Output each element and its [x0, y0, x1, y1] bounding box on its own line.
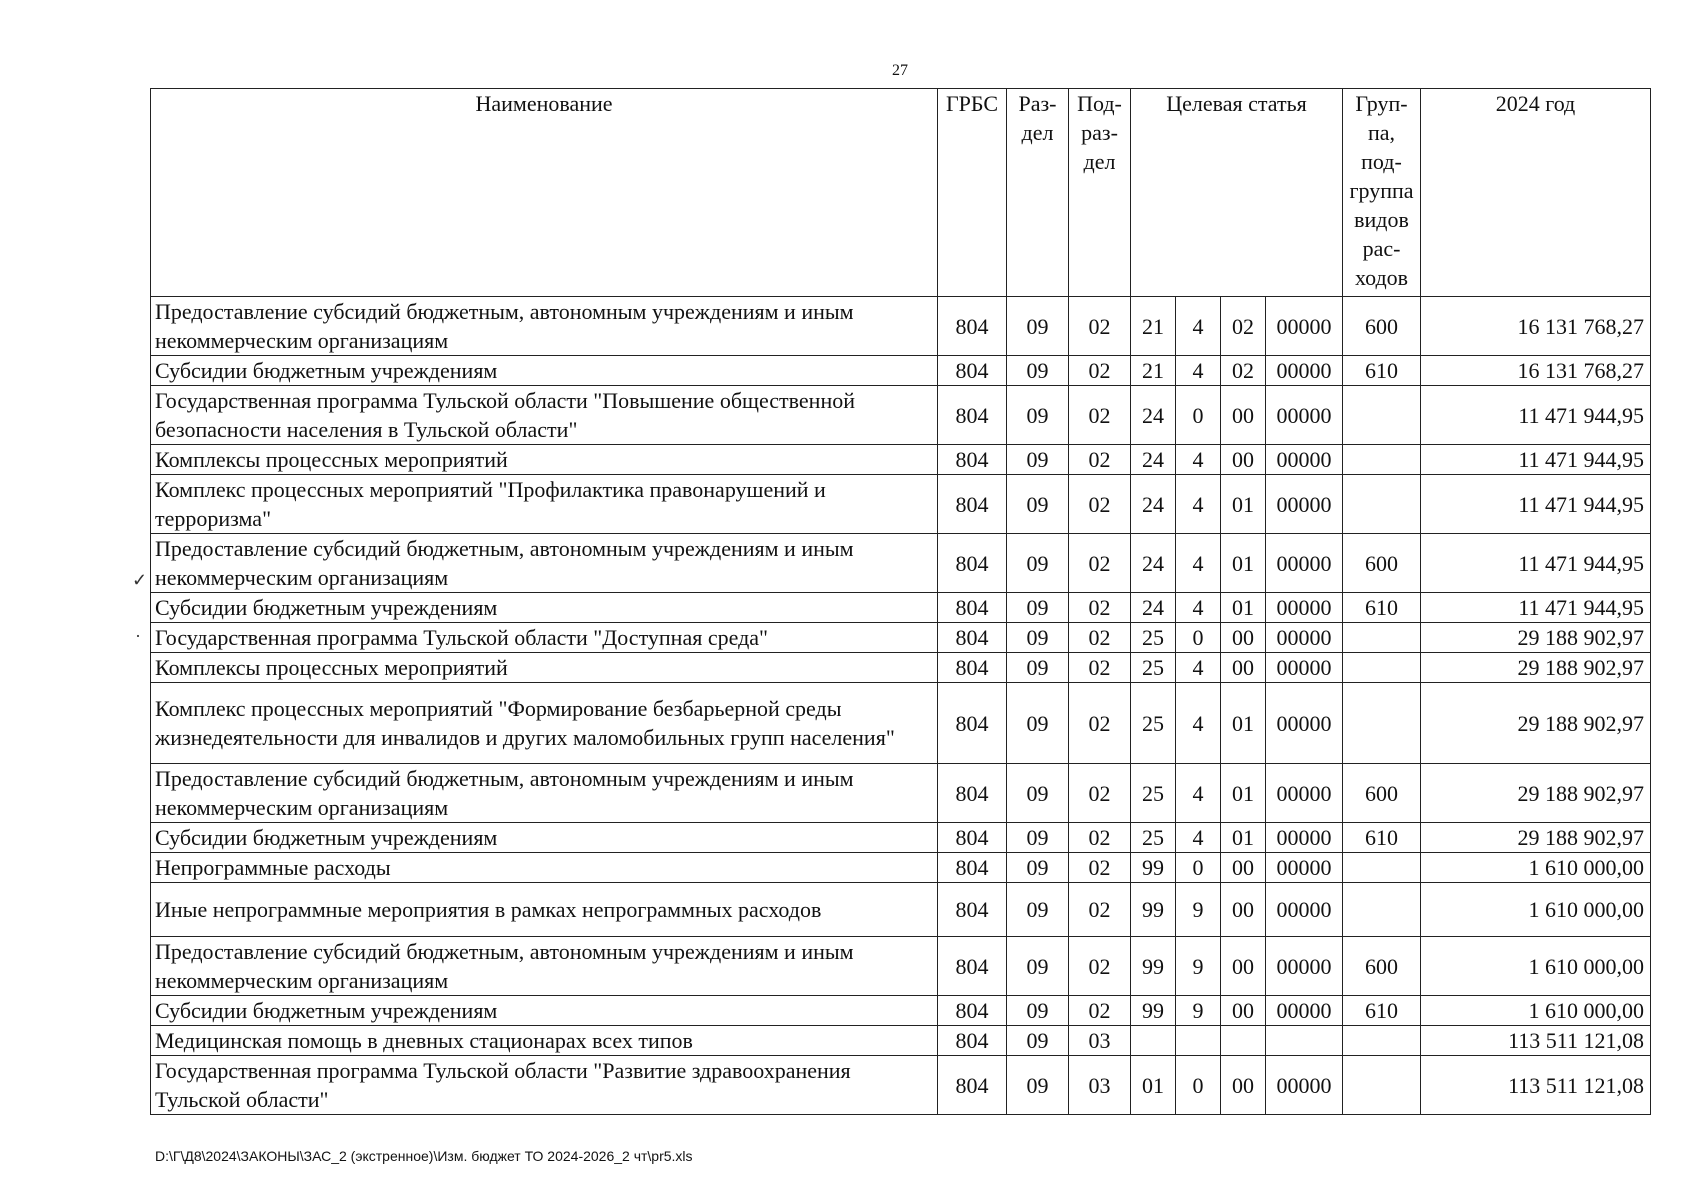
cell-razdel: 09: [1007, 623, 1069, 653]
header-grbs: ГРБС: [938, 89, 1007, 297]
cell-target-direction: 00000: [1266, 764, 1343, 823]
cell-podrazdel: 02: [1069, 653, 1131, 683]
cell-target-direction: 00000: [1266, 623, 1343, 653]
table-row: [151, 883, 1651, 937]
cell-target-program: 24: [1131, 593, 1176, 623]
cell-target-program: 99: [1131, 937, 1176, 996]
cell-expense-group: [1343, 623, 1421, 653]
cell-target-sub: [1221, 1026, 1266, 1056]
table-row: [151, 593, 1651, 623]
cell-target-sub: 00: [1221, 1056, 1266, 1115]
cell-target-direction: 00000: [1266, 853, 1343, 883]
cell-podrazdel: 02: [1069, 683, 1131, 764]
margin-dot-mark: ·: [135, 626, 141, 646]
cell-grbs: 804: [938, 475, 1007, 534]
cell-amount: 11 471 944,95: [1421, 593, 1651, 623]
cell-amount: 1 610 000,00: [1421, 853, 1651, 883]
cell-target-sub: 00: [1221, 996, 1266, 1026]
cell-target-type: 4: [1176, 445, 1221, 475]
cell-amount: 29 188 902,97: [1421, 623, 1651, 653]
cell-grbs: 804: [938, 386, 1007, 445]
cell-razdel: 09: [1007, 653, 1069, 683]
cell-grbs: 804: [938, 593, 1007, 623]
cell-podrazdel: 02: [1069, 823, 1131, 853]
cell-expense-group: [1343, 683, 1421, 764]
cell-grbs: 804: [938, 764, 1007, 823]
table-body: [151, 297, 1651, 1115]
cell-grbs: 804: [938, 653, 1007, 683]
cell-amount: 1 610 000,00: [1421, 937, 1651, 996]
cell-target-program: [1131, 1026, 1176, 1056]
cell-razdel: 09: [1007, 823, 1069, 853]
cell-target-type: 0: [1176, 853, 1221, 883]
cell-razdel: 09: [1007, 475, 1069, 534]
cell-target-direction: 00000: [1266, 386, 1343, 445]
cell-podrazdel: 03: [1069, 1026, 1131, 1056]
cell-name: Субсидии бюджетным учреждениям: [151, 823, 938, 853]
cell-target-program: 99: [1131, 996, 1176, 1026]
cell-target-sub: 00: [1221, 623, 1266, 653]
cell-grbs: 804: [938, 1026, 1007, 1056]
cell-expense-group: [1343, 853, 1421, 883]
cell-expense-group: 610: [1343, 593, 1421, 623]
table-row: [151, 823, 1651, 853]
cell-expense-group: [1343, 386, 1421, 445]
margin-tick-mark: ✓: [132, 570, 148, 590]
cell-target-type: 4: [1176, 683, 1221, 764]
cell-name: Предоставление субсидий бюджетным, автономным учреждениям и иным некоммерческим организациям: [151, 937, 938, 996]
cell-amount: 11 471 944,95: [1421, 475, 1651, 534]
table-row: [151, 764, 1651, 823]
cell-name: Субсидии бюджетным учреждениям: [151, 593, 938, 623]
cell-podrazdel: 02: [1069, 356, 1131, 386]
table-row: [151, 297, 1651, 356]
cell-razdel: 09: [1007, 883, 1069, 937]
cell-expense-group: 610: [1343, 996, 1421, 1026]
cell-amount: 113 511 121,08: [1421, 1056, 1651, 1115]
cell-target-direction: 00000: [1266, 445, 1343, 475]
cell-target-program: 21: [1131, 297, 1176, 356]
table-row: [151, 1056, 1651, 1115]
budget-table: [150, 88, 1651, 1115]
cell-amount: 11 471 944,95: [1421, 534, 1651, 593]
cell-amount: 16 131 768,27: [1421, 356, 1651, 386]
cell-razdel: 09: [1007, 764, 1069, 823]
cell-name: Государственная программа Тульской области "Повышение общественной безопасности населения в Тульской области": [151, 386, 938, 445]
cell-podrazdel: 02: [1069, 996, 1131, 1026]
cell-grbs: 804: [938, 937, 1007, 996]
cell-grbs: 804: [938, 853, 1007, 883]
cell-target-direction: 00000: [1266, 356, 1343, 386]
cell-grbs: 804: [938, 883, 1007, 937]
cell-grbs: 804: [938, 996, 1007, 1026]
cell-target-direction: [1266, 1026, 1343, 1056]
cell-grbs: 804: [938, 445, 1007, 475]
cell-podrazdel: 02: [1069, 593, 1131, 623]
cell-target-type: 9: [1176, 937, 1221, 996]
cell-target-direction: 00000: [1266, 1056, 1343, 1115]
cell-target-type: [1176, 1026, 1221, 1056]
cell-target-sub: 02: [1221, 297, 1266, 356]
cell-target-program: 99: [1131, 853, 1176, 883]
cell-expense-group: 600: [1343, 937, 1421, 996]
cell-target-sub: 01: [1221, 683, 1266, 764]
cell-expense-group: 600: [1343, 534, 1421, 593]
cell-name: Предоставление субсидий бюджетным, автономным учреждениям и иным некоммерческим организациям: [151, 534, 938, 593]
table-row: [151, 1026, 1651, 1056]
cell-target-sub: 00: [1221, 386, 1266, 445]
table-header: [151, 89, 1651, 297]
cell-podrazdel: 02: [1069, 937, 1131, 996]
cell-target-type: 4: [1176, 823, 1221, 853]
cell-razdel: 09: [1007, 297, 1069, 356]
cell-target-sub: 01: [1221, 593, 1266, 623]
table-row: [151, 683, 1651, 764]
cell-amount: 29 188 902,97: [1421, 823, 1651, 853]
cell-podrazdel: 02: [1069, 445, 1131, 475]
cell-podrazdel: 02: [1069, 297, 1131, 356]
cell-target-program: 01: [1131, 1056, 1176, 1115]
cell-target-type: 4: [1176, 297, 1221, 356]
cell-razdel: 09: [1007, 356, 1069, 386]
cell-razdel: 09: [1007, 937, 1069, 996]
cell-target-type: 0: [1176, 623, 1221, 653]
table-row: [151, 386, 1651, 445]
cell-grbs: 804: [938, 683, 1007, 764]
header-expense-group: Груп- па, под- группа видов рас- ходов: [1343, 89, 1421, 297]
cell-target-direction: 00000: [1266, 996, 1343, 1026]
cell-amount: 113 511 121,08: [1421, 1026, 1651, 1056]
table-row: [151, 653, 1651, 683]
cell-podrazdel: 02: [1069, 475, 1131, 534]
cell-razdel: 09: [1007, 445, 1069, 475]
cell-razdel: 09: [1007, 1026, 1069, 1056]
cell-name: Непрограммные расходы: [151, 853, 938, 883]
cell-target-type: 4: [1176, 475, 1221, 534]
cell-target-program: 25: [1131, 623, 1176, 653]
cell-amount: 16 131 768,27: [1421, 297, 1651, 356]
cell-name: Иные непрограммные мероприятия в рамках непрограммных расходов: [151, 883, 938, 937]
cell-target-sub: 01: [1221, 534, 1266, 593]
cell-amount: 29 188 902,97: [1421, 653, 1651, 683]
cell-razdel: 09: [1007, 996, 1069, 1026]
cell-grbs: 804: [938, 534, 1007, 593]
cell-name: Государственная программа Тульской области "Развитие здравоохранения Тульской области": [151, 1056, 938, 1115]
cell-podrazdel: 02: [1069, 623, 1131, 653]
cell-podrazdel: 02: [1069, 534, 1131, 593]
header-name: Наименование: [151, 89, 938, 297]
cell-razdel: 09: [1007, 683, 1069, 764]
cell-target-direction: 00000: [1266, 534, 1343, 593]
cell-target-direction: 00000: [1266, 653, 1343, 683]
cell-target-direction: 00000: [1266, 683, 1343, 764]
cell-name: Субсидии бюджетным учреждениям: [151, 996, 938, 1026]
cell-target-program: 25: [1131, 653, 1176, 683]
footer-file-path: D:\Г\Д8\2024\ЗАКОНЫ\ЗАС_2 (экстренное)\Изм. бюджет ТО 2024-2026_2 чт\pr5.xls: [155, 1148, 693, 1164]
cell-target-program: 24: [1131, 534, 1176, 593]
cell-name: Комплексы процессных мероприятий: [151, 445, 938, 475]
table-row: [151, 475, 1651, 534]
cell-razdel: 09: [1007, 853, 1069, 883]
cell-name: Предоставление субсидий бюджетным, автономным учреждениям и иным некоммерческим организациям: [151, 764, 938, 823]
cell-target-direction: 00000: [1266, 883, 1343, 937]
cell-name: Предоставление субсидий бюджетным, автономным учреждениям и иным некоммерческим организациям: [151, 297, 938, 356]
cell-target-direction: 00000: [1266, 937, 1343, 996]
header-year: 2024 год: [1421, 89, 1651, 297]
cell-expense-group: [1343, 445, 1421, 475]
cell-target-type: 4: [1176, 593, 1221, 623]
cell-target-program: 21: [1131, 356, 1176, 386]
cell-target-direction: 00000: [1266, 297, 1343, 356]
cell-grbs: 804: [938, 1056, 1007, 1115]
cell-amount: 1 610 000,00: [1421, 996, 1651, 1026]
cell-target-sub: 00: [1221, 853, 1266, 883]
cell-target-type: 4: [1176, 534, 1221, 593]
cell-target-direction: 00000: [1266, 593, 1343, 623]
cell-razdel: 09: [1007, 593, 1069, 623]
cell-target-type: 0: [1176, 1056, 1221, 1115]
cell-expense-group: [1343, 653, 1421, 683]
cell-name: Медицинская помощь в дневных стационарах всех типов: [151, 1026, 938, 1056]
cell-name: Субсидии бюджетным учреждениям: [151, 356, 938, 386]
cell-name: Государственная программа Тульской области "Доступная среда": [151, 623, 938, 653]
cell-expense-group: [1343, 1056, 1421, 1115]
cell-name: Комплекс процессных мероприятий "Профилактика правонарушений и терроризма": [151, 475, 938, 534]
cell-target-type: 9: [1176, 883, 1221, 937]
cell-grbs: 804: [938, 297, 1007, 356]
cell-amount: 29 188 902,97: [1421, 683, 1651, 764]
cell-target-program: 24: [1131, 445, 1176, 475]
cell-target-sub: 01: [1221, 764, 1266, 823]
cell-podrazdel: 03: [1069, 1056, 1131, 1115]
table-row: [151, 534, 1651, 593]
page-number: 27: [892, 62, 908, 79]
cell-target-sub: 00: [1221, 653, 1266, 683]
cell-target-sub: 00: [1221, 445, 1266, 475]
table-row: [151, 996, 1651, 1026]
cell-podrazdel: 02: [1069, 764, 1131, 823]
table-row: [151, 937, 1651, 996]
cell-amount: 11 471 944,95: [1421, 386, 1651, 445]
cell-amount: 11 471 944,95: [1421, 445, 1651, 475]
cell-target-sub: 00: [1221, 937, 1266, 996]
header-podrazdel: Под- раз- дел: [1069, 89, 1131, 297]
cell-target-type: 4: [1176, 653, 1221, 683]
cell-target-sub: 01: [1221, 475, 1266, 534]
cell-grbs: 804: [938, 356, 1007, 386]
cell-target-type: 0: [1176, 386, 1221, 445]
cell-expense-group: 610: [1343, 356, 1421, 386]
cell-podrazdel: 02: [1069, 853, 1131, 883]
cell-target-type: 4: [1176, 764, 1221, 823]
cell-podrazdel: 02: [1069, 386, 1131, 445]
header-row: [151, 89, 1651, 297]
cell-target-program: 25: [1131, 683, 1176, 764]
cell-amount: 1 610 000,00: [1421, 883, 1651, 937]
cell-expense-group: 600: [1343, 764, 1421, 823]
cell-target-program: 99: [1131, 883, 1176, 937]
cell-target-program: 25: [1131, 764, 1176, 823]
cell-target-direction: 00000: [1266, 823, 1343, 853]
cell-razdel: 09: [1007, 534, 1069, 593]
cell-target-type: 4: [1176, 356, 1221, 386]
cell-expense-group: [1343, 883, 1421, 937]
cell-amount: 29 188 902,97: [1421, 764, 1651, 823]
table-row: [151, 445, 1651, 475]
cell-expense-group: [1343, 1026, 1421, 1056]
cell-target-sub: 01: [1221, 823, 1266, 853]
cell-name: Комплекс процессных мероприятий "Формирование безбарьерной среды жизнедеятельности для инвалидов и других маломобильных групп населения": [151, 683, 938, 764]
cell-target-program: 25: [1131, 823, 1176, 853]
table-row: [151, 853, 1651, 883]
cell-expense-group: 600: [1343, 297, 1421, 356]
table-row: [151, 356, 1651, 386]
cell-razdel: 09: [1007, 386, 1069, 445]
cell-target-program: 24: [1131, 475, 1176, 534]
cell-target-sub: 00: [1221, 883, 1266, 937]
cell-name: Комплексы процессных мероприятий: [151, 653, 938, 683]
cell-razdel: 09: [1007, 1056, 1069, 1115]
cell-target-program: 24: [1131, 386, 1176, 445]
cell-target-type: 9: [1176, 996, 1221, 1026]
table-row: [151, 623, 1651, 653]
cell-podrazdel: 02: [1069, 883, 1131, 937]
cell-expense-group: [1343, 475, 1421, 534]
cell-target-direction: 00000: [1266, 475, 1343, 534]
cell-expense-group: 610: [1343, 823, 1421, 853]
header-razdel: Раз- дел: [1007, 89, 1069, 297]
header-target-article: Целевая статья: [1131, 89, 1343, 297]
cell-target-sub: 02: [1221, 356, 1266, 386]
cell-grbs: 804: [938, 823, 1007, 853]
cell-grbs: 804: [938, 623, 1007, 653]
